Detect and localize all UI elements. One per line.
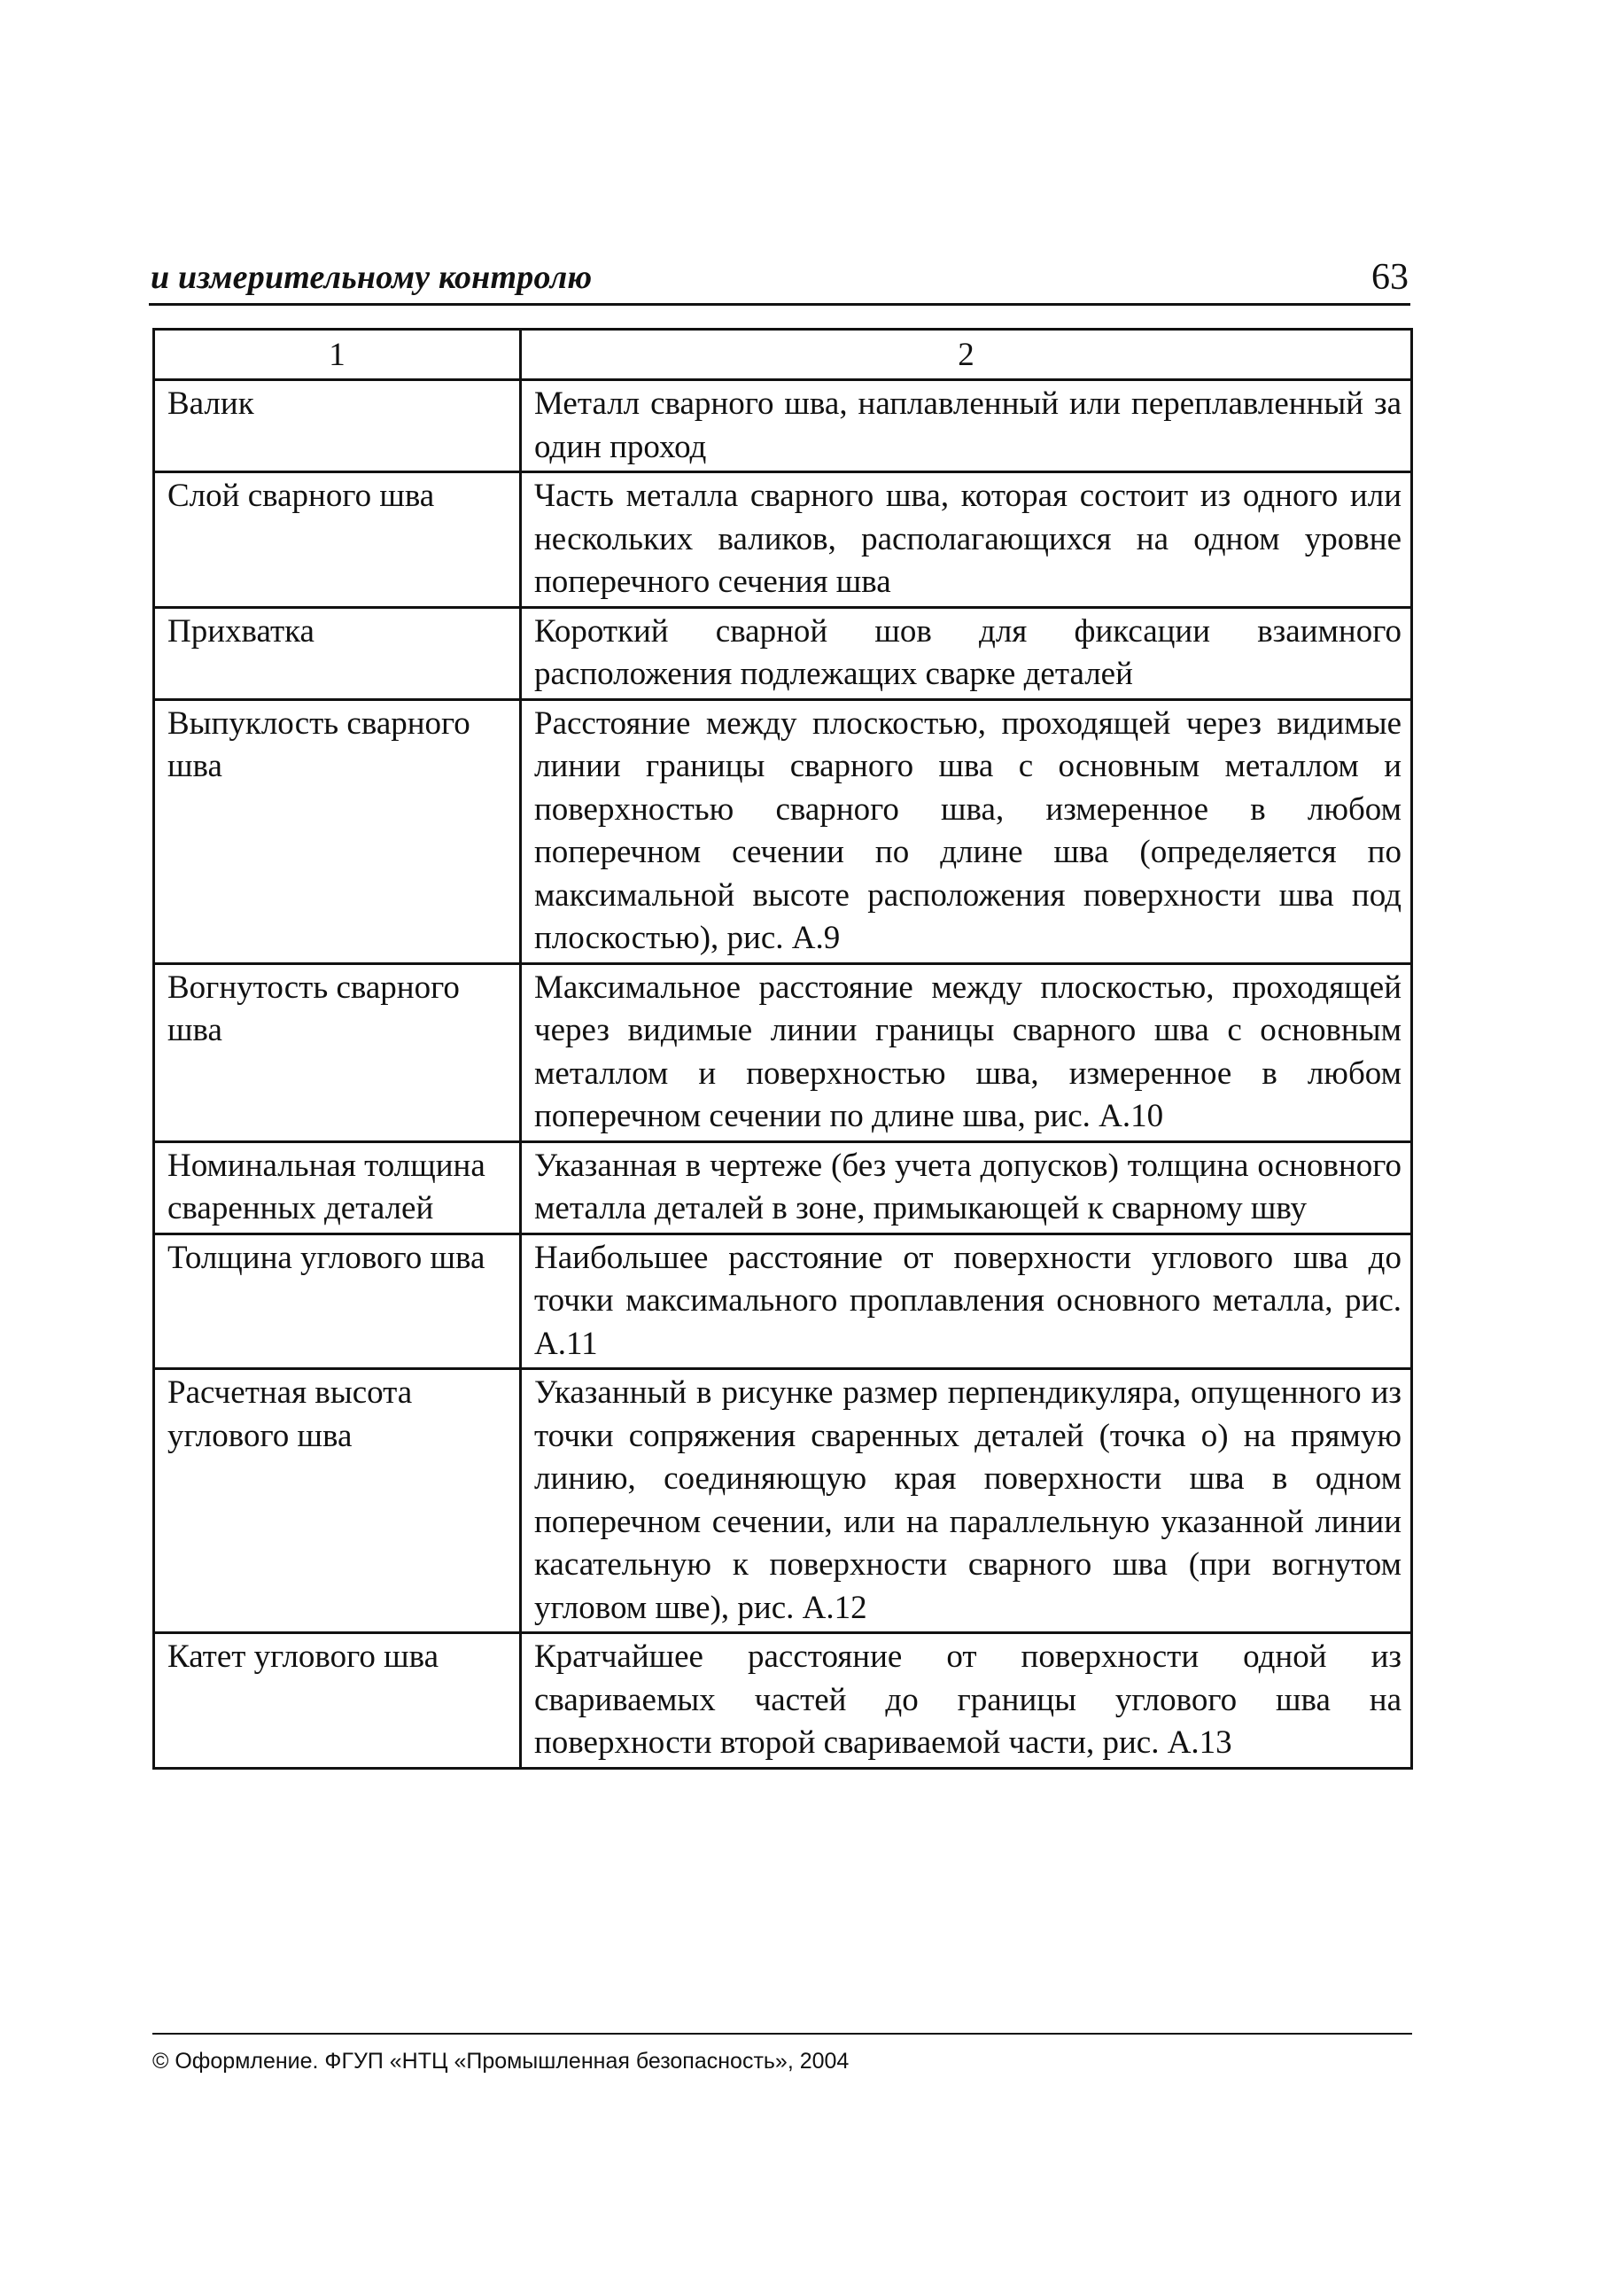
table-row <box>154 699 1412 963</box>
header-rule <box>149 303 1410 306</box>
page-number: 63 <box>1371 257 1409 298</box>
definition-cell: Расстояние между плоскостью, проходящей через видимые линии границы сварного шва с основным металлом и поверхностью сварного шва, измеренное в любом поперечном сечении по длине шва (определяется по максимальной высоте расположения поверхности шва под плоскостью), рис. А.9 <box>521 699 1412 963</box>
footer-rule <box>152 2033 1412 2035</box>
running-head-title: и измерительному контролю <box>151 259 593 296</box>
term-cell: Расчетная высота углового шва <box>154 1369 521 1633</box>
table-header-row <box>154 330 1412 380</box>
definition-cell: Часть металла сварного шва, которая состоит из одного или нескольких валиков, располагающихся на одном уровне поперечного сечения шва <box>521 472 1412 608</box>
term-cell: Валик <box>154 380 521 472</box>
table-row <box>154 380 1412 472</box>
term-cell: Выпуклость сварного шва <box>154 699 521 963</box>
table-row <box>154 1234 1412 1369</box>
column-header-2: 2 <box>521 330 1412 380</box>
table-row <box>154 472 1412 608</box>
definition-cell: Указанная в чертеже (без учета допусков) толщина основного металла деталей в зоне, примыкающей к сварному шву <box>521 1141 1412 1234</box>
term-cell: Катет углового шва <box>154 1633 521 1769</box>
definition-cell: Кратчайшее расстояние от поверхности одной из свариваемых частей до границы углового шва на поверхности второй свариваемой части, рис. А.13 <box>521 1633 1412 1769</box>
definition-cell: Металл сварного шва, наплавленный или переплавленный за один проход <box>521 380 1412 472</box>
running-head <box>151 251 1409 304</box>
term-cell: Толщина углового шва <box>154 1234 521 1369</box>
terms-table <box>152 328 1413 1770</box>
term-cell: Прихватка <box>154 607 521 699</box>
table-row <box>154 963 1412 1141</box>
definition-cell: Короткий сварной шов для фиксации взаимного расположения подлежащих сварке деталей <box>521 607 1412 699</box>
term-cell: Номинальная толщина сваренных деталей <box>154 1141 521 1234</box>
table-row <box>154 1141 1412 1234</box>
definition-cell: Наибольшее расстояние от поверхности углового шва до точки максимального проплавления основного металла, рис. А.11 <box>521 1234 1412 1369</box>
table-row <box>154 1633 1412 1769</box>
table-row <box>154 1369 1412 1633</box>
term-cell: Слой сварного шва <box>154 472 521 608</box>
table-row <box>154 607 1412 699</box>
copyright-footer: © Оформление. ФГУП «НТЦ «Промышленная безопасность», 2004 <box>152 2049 850 2074</box>
definition-cell: Указанный в рисунке размер перпендикуляра, опущенного из точки сопряжения сваренных деталей (точка о) на прямую линию, соединяющую края поверхности шва в одном поперечном сечении, или на параллельную указанной линии касательную к поверхности сварного шва (при вогнутом угловом шве), рис. А.12 <box>521 1369 1412 1633</box>
definition-cell: Максимальное расстояние между плоскостью, проходящей через видимые линии границы сварного шва с основным металлом и поверхностью шва, измеренное в любом поперечном сечении по длине шва, рис. А.10 <box>521 963 1412 1141</box>
column-header-1: 1 <box>154 330 521 380</box>
term-cell: Вогнутость сварного шва <box>154 963 521 1141</box>
